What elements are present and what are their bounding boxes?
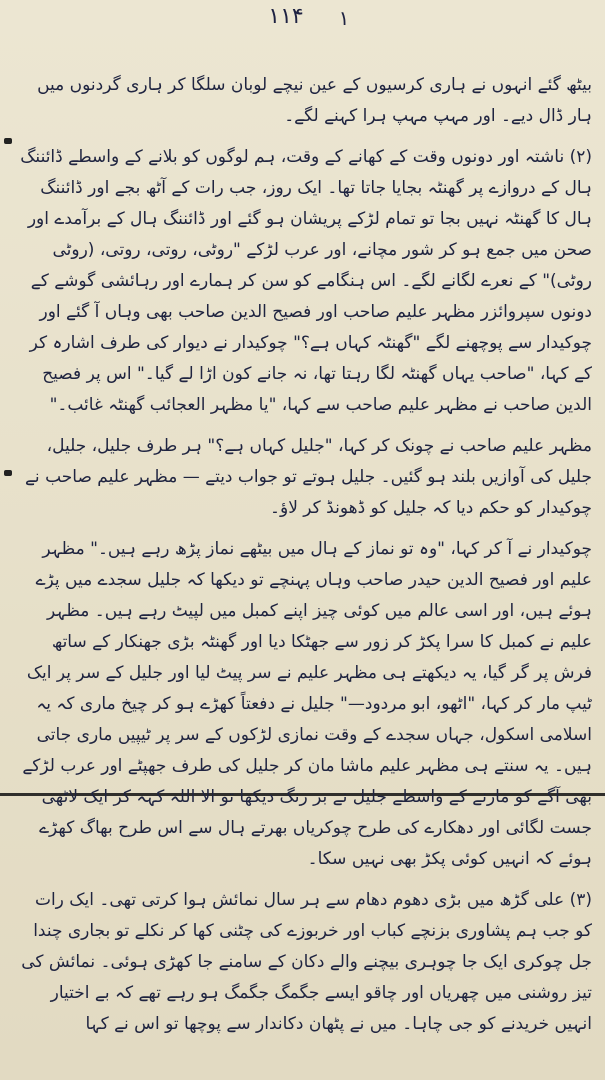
- paragraph-5: (۳) علی گڑھ میں بڑی دھوم دھام سے ہر سال نمائش ہوا کرتی تھی۔ ایک رات کو جب ہم پشاوری بزنچے کباب اور خربوزے کی چٹنی کھا کر نکلے تو بجاری چندا جل چوکری ایک جا چوہری بیچنے والے دکان کے سامنے جا کھڑی ہوئی۔ نمائش کی تیز روشنی میں چھریاں اور چاقو ایسے جگمگ جگمگ ہو رہے تھے کہ بے اختیار انہیں خریدنے کو جی چاہا۔ میں نے پٹھان دکاندار سے پوچھا تو اس نے کہا: [21, 890, 592, 1034]
- document-body: [16, 70, 592, 1050]
- paragraph-3: مظہر علیم صاحب نے چونک کر کہا، "جلیل کہاں ہے؟" ہر طرف جلیل، جلیل، جلیل کی آوازیں بلند ہو گئیں۔ جلیل ہوتے تو جواب دیتے — مظہر علیم صاحب نے چوکیدار کو حکم دیا کہ جلیل کو ڈھونڈ کر لاؤ۔: [24, 436, 592, 518]
- paragraph-1: بیٹھ گئے انہوں نے ہاری کرسیوں کے عین نیچے لوبان سلگا کر ہاری گردنوں میں ہار ڈال دیے۔ اور مہپ مہپ ہرا کہنے لگے۔: [37, 75, 592, 126]
- page-header: [0, 4, 605, 32]
- margin-ink-mark: [4, 138, 12, 144]
- paragraph-4: چوکیدار نے آ کر کہا، "وہ تو نماز کے ہال میں بیٹھے نماز پڑھ رہے ہیں۔" مظہر علیم اور فصیح الدین حیدر صاحب وہاں پہنچے تو دیکھا کہ جلیل سجدے میں پڑے ہوئے ہیں، اور اسی عالم میں کوئی چیز اپنے کمبل میں لپیٹ رہے ہیں۔ مظہر علیم نے کمبل کا سرا پکڑ کر زور سے جھٹکا دیا اور گھنٹہ بڑی جھنکار کے ساتھ فرش پر گر گیا، یہ دیکھتے ہی مظہر علیم نے سر پیٹ لیا اور جلیل کے سر پر ایک ٹیپ مار کر کہا، "اٹھو، ابو مردود—" جلیل نے دفعتاً کھڑے ہو کر چیخ ماری کہ یہ اسلامی اسکول، جہاں سجدے کے وقت نمازی لڑکوں کے سر پر ٹیپیں ماری جاتی ہیں۔ یہ سنتے ہی مظہر علیم ماشا مان کر جلیل کی طرف جھپٹے اور عرب لڑکے بھی آگے کو مارنے کے واسطے جلیل نے بر رنگ دیکھا تو الا اللہ کہہ کر ایک لاٹھی جست لگائی اور دھکارے کی طرح چوکریاں بھرتے ہال سے اس طرح بھاگ کھڑے ہوئے کہ انہیں کوئی پکڑ بھی نہیں سکا۔: [22, 539, 592, 869]
- page-number: ۱۱۴: [268, 4, 304, 29]
- margin-ink-mark: [4, 470, 12, 476]
- page-mark: ۱: [338, 6, 350, 30]
- paragraph-2: (۲) ناشتہ اور دونوں وقت کے کھانے کے وقت، ہم لوگوں کو بلانے کے واسطے ڈائننگ ہال کے دروازے پر گھنٹہ بجایا جاتا تھا۔ ایک روز، جب رات کے آٹھ بجے اور ڈائننگ ہال کا گھنٹہ نہیں بجا تو تمام لڑکے پریشان ہو گئے اور ڈائننگ ہال کے برآمدے اور صحن میں جمع ہو کر شور مچانے، اور عرب لڑکے "روٹی، روتی، روتی، (روٹی روٹی)" کے نعرے لگانے لگے۔ اس ہنگامے کو سن کر ہمارے اور رہائشی گوشے کے دونوں سپروائزر مظہر علیم صاحب اور فصیح الدین صاحب بھی وہاں آ گئے اور چوکیدار سے پوچھنے لگے "گھنٹہ کہاں ہے؟" چوکیدار نے دیوار کی طرف اشارہ کر کے کہا، "صاحب یہاں گھنٹہ لگا رہتا تھا، نہ جانے کون اڑا لے گیا۔" اس پر فصیح الدین صاحب نے مظہر علیم صاحب سے کہا، "یا مظہر العجائب گھنٹہ غائب۔": [20, 147, 592, 415]
